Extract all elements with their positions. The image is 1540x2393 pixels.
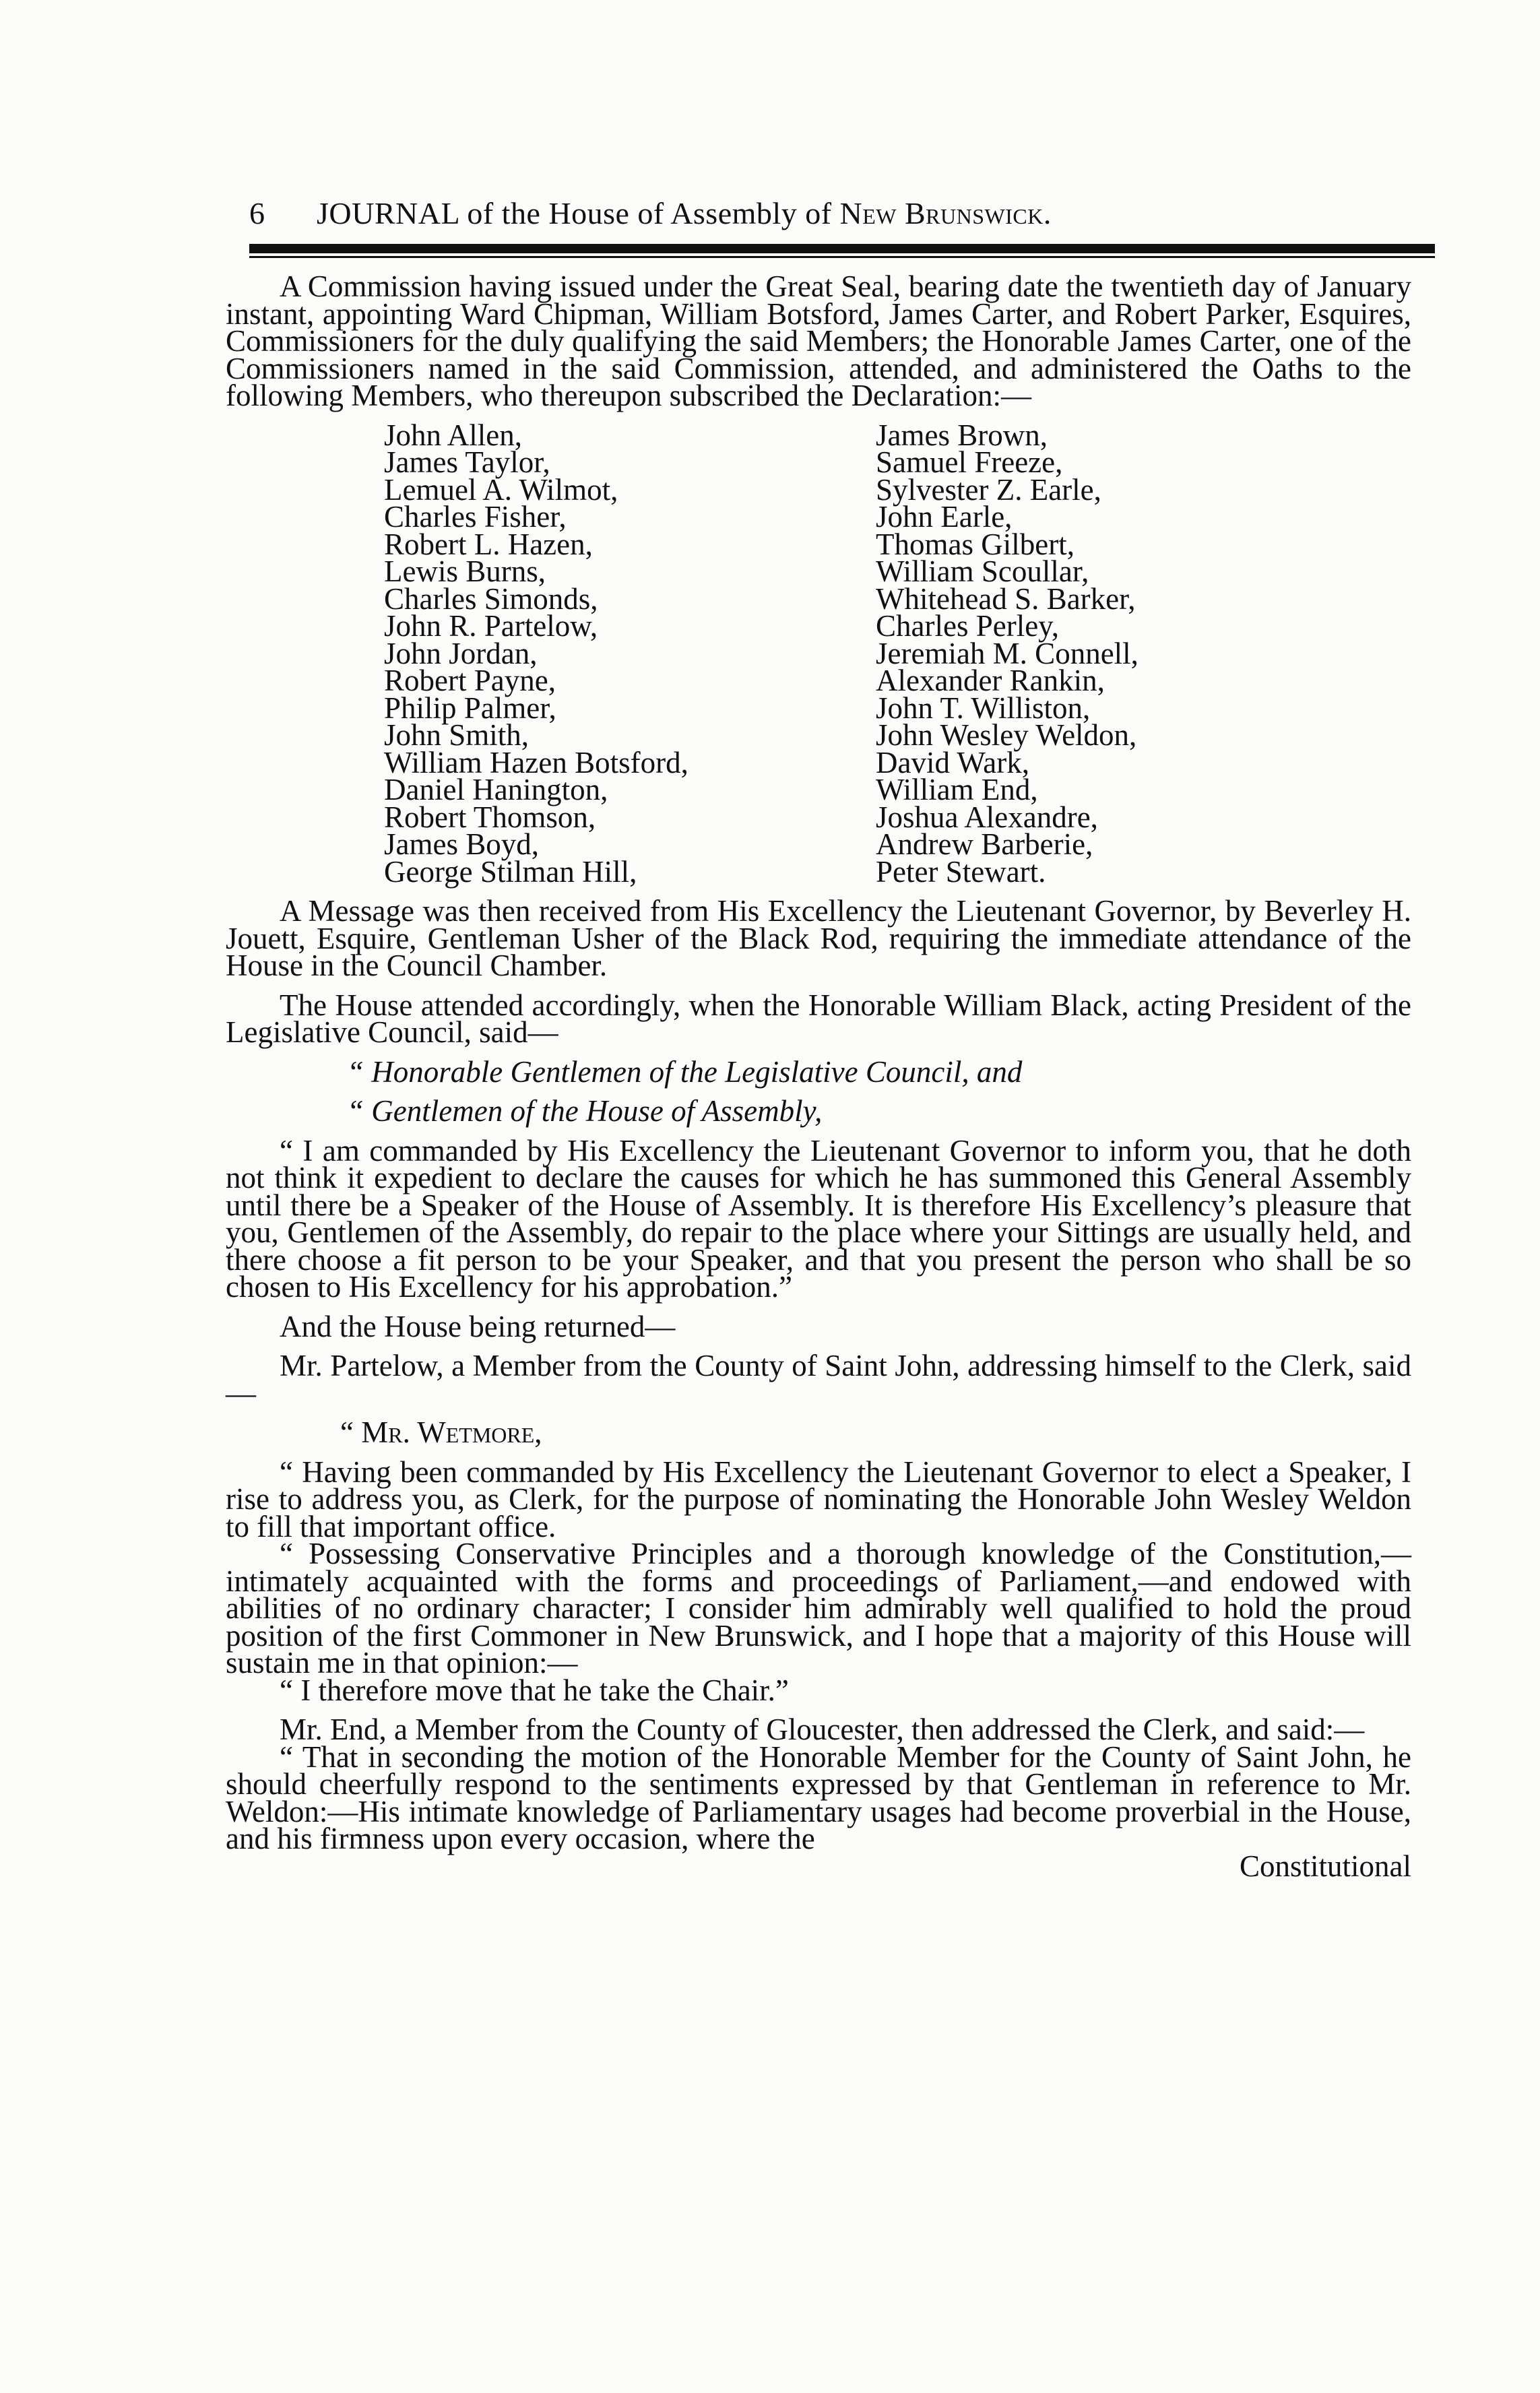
member-name: John Smith,: [384, 718, 530, 752]
house-attended-paragraph: The House attended accordingly, when the Honorable William Black, acting President of the Legislative Council, said—: [226, 988, 1411, 1049]
address-legislative-council: “ Honorable Gentlemen of the Legislative Council, and: [347, 1054, 1023, 1089]
member-name: Daniel Hanington,: [384, 773, 608, 806]
member-name: Philip Palmer,: [384, 691, 556, 725]
member-name: George Stilman Hill,: [384, 854, 637, 889]
member-name: John R. Partelow,: [384, 609, 598, 643]
salutation-wetmore: “ Mr. Wetmore,: [340, 1415, 542, 1449]
member-name: John Allen,: [384, 418, 523, 452]
header-rule-thin: [249, 256, 1435, 258]
member-name: Charles Fisher,: [384, 500, 567, 534]
members-right-column: [812, 418, 1398, 889]
end-paragraph: Mr. End, a Member from the County of Gloucester, then addressed the Clerk, and said:—: [280, 1713, 1365, 1746]
member-name: Thomas Gilbert,: [876, 527, 1074, 561]
seconding-paragraph: “ That in seconding the motion of the Honorable Member for the County of Saint John, he should cheerfully respond to the sentiments expressed by that Gentleman in reference to Mr. Weldon:—His intimate knowledge of Parliamentary usages had become proverbial in the House, and his firmness upon every occasion, where the: [226, 1740, 1411, 1855]
member-name: Jeremiah M. Connell,: [876, 636, 1138, 670]
page-number: 6: [249, 196, 265, 230]
member-name: James Boyd,: [384, 827, 539, 861]
qualification-paragraph: “ Possessing Conservative Principles and a thorough knowledge of the Constitution,— intimately acquainted with the forms and proceedings of Parliament,—and endowed with abilities of no ordinary character; I consider him admirably well qualified to hold the proud position of the first Commoner in New Brunswick, and I hope that a majority of this House will sustain me in that opinion:—: [226, 1537, 1411, 1680]
member-name: William Scoullar,: [876, 554, 1089, 588]
member-name: Sylvester Z. Earle,: [876, 472, 1101, 507]
member-name: Robert Payne,: [384, 664, 556, 697]
nomination-paragraph: “ Having been commanded by His Excellency the Lieutenant Governor to elect a Speaker, I rise to address you, as Clerk, for the purpose of nominating the Honorable John Wesley Weldon to fill that important office.: [226, 1455, 1411, 1543]
header-title: JOURNAL of the House of Assembly of: [317, 196, 840, 230]
motion-paragraph: “ I therefore move that he take the Chair.”: [280, 1673, 789, 1707]
catchword: Constitutional: [1239, 1849, 1411, 1883]
message-paragraph: A Message was then received from His Excellency the Lieutenant Governor, by Beverley H. Jouett, Esquire, Gentleman Usher of the Black Rod, requiring the immediate attendance of the House in the Council Chamber.: [226, 894, 1411, 982]
partelow-paragraph: Mr. Partelow, a Member from the County of Saint John, addressing himself to the Clerk, said—: [226, 1349, 1411, 1410]
commission-paragraph: A Commission having issued under the Great Seal, bearing date the twentieth day of January instant, appointing Ward Chipman, William Botsford, James Carter, and Robert Parker, Esquires, Commissioners for the duly qualifying the said Members; the Honorable James Carter, one of the Commissioners named in the said Commission, attended, and administered the Oaths to the following Members, who thereupon subscribed the Declaration:—: [226, 269, 1411, 412]
speech-paragraph: “ I am commanded by His Excellency the Lieutenant Governor to inform you, that he doth not think it expedient to declare the causes for which he has summoned this General Assembly until there be a Speaker of the House of Assembly. It is therefore His Excellency’s pleasure that you, Gentlemen of the Assembly, do repair to the place where your Sittings are usually held, and there choose a fit person to be your Speaker, and that you present the person who shall be so chosen to His Excellency for his approbation.”: [226, 1133, 1411, 1304]
header-province: New Brunswick.: [839, 196, 1052, 230]
member-name: Whitehead S. Barker,: [876, 581, 1136, 616]
member-name: John Jordan,: [384, 636, 538, 670]
running-header: [249, 195, 1435, 231]
member-name: Andrew Barberie,: [876, 827, 1093, 861]
member-name: John Earle,: [876, 500, 1013, 534]
members-left-column: [226, 418, 812, 889]
member-name: Peter Stewart.: [876, 854, 1046, 889]
member-name: Lewis Burns,: [384, 554, 546, 588]
members-list: [226, 418, 1411, 889]
member-name: William Hazen Botsford,: [384, 745, 688, 779]
member-name: Robert Thomson,: [384, 800, 596, 834]
address-house-of-assembly: “ Gentlemen of the House of Assembly,: [347, 1094, 823, 1128]
member-name: James Taylor,: [384, 445, 550, 479]
member-name: David Wark,: [876, 745, 1029, 779]
member-name: Charles Perley,: [876, 609, 1059, 643]
member-name: William End,: [876, 773, 1038, 806]
member-name: Robert L. Hazen,: [384, 527, 593, 561]
member-name: Samuel Freeze,: [876, 445, 1063, 479]
member-name: Joshua Alexandre,: [876, 800, 1098, 834]
house-returned-paragraph: And the House being returned—: [280, 1309, 676, 1343]
member-name: John Wesley Weldon,: [876, 718, 1137, 752]
member-name: Alexander Rankin,: [876, 664, 1105, 697]
page-body: [226, 269, 1411, 1892]
member-name: Charles Simonds,: [384, 581, 598, 616]
member-name: Lemuel A. Wilmot,: [384, 472, 618, 507]
header-rule-thick: [249, 244, 1435, 253]
member-name: James Brown,: [876, 418, 1048, 452]
member-name: John T. Williston,: [876, 691, 1091, 725]
